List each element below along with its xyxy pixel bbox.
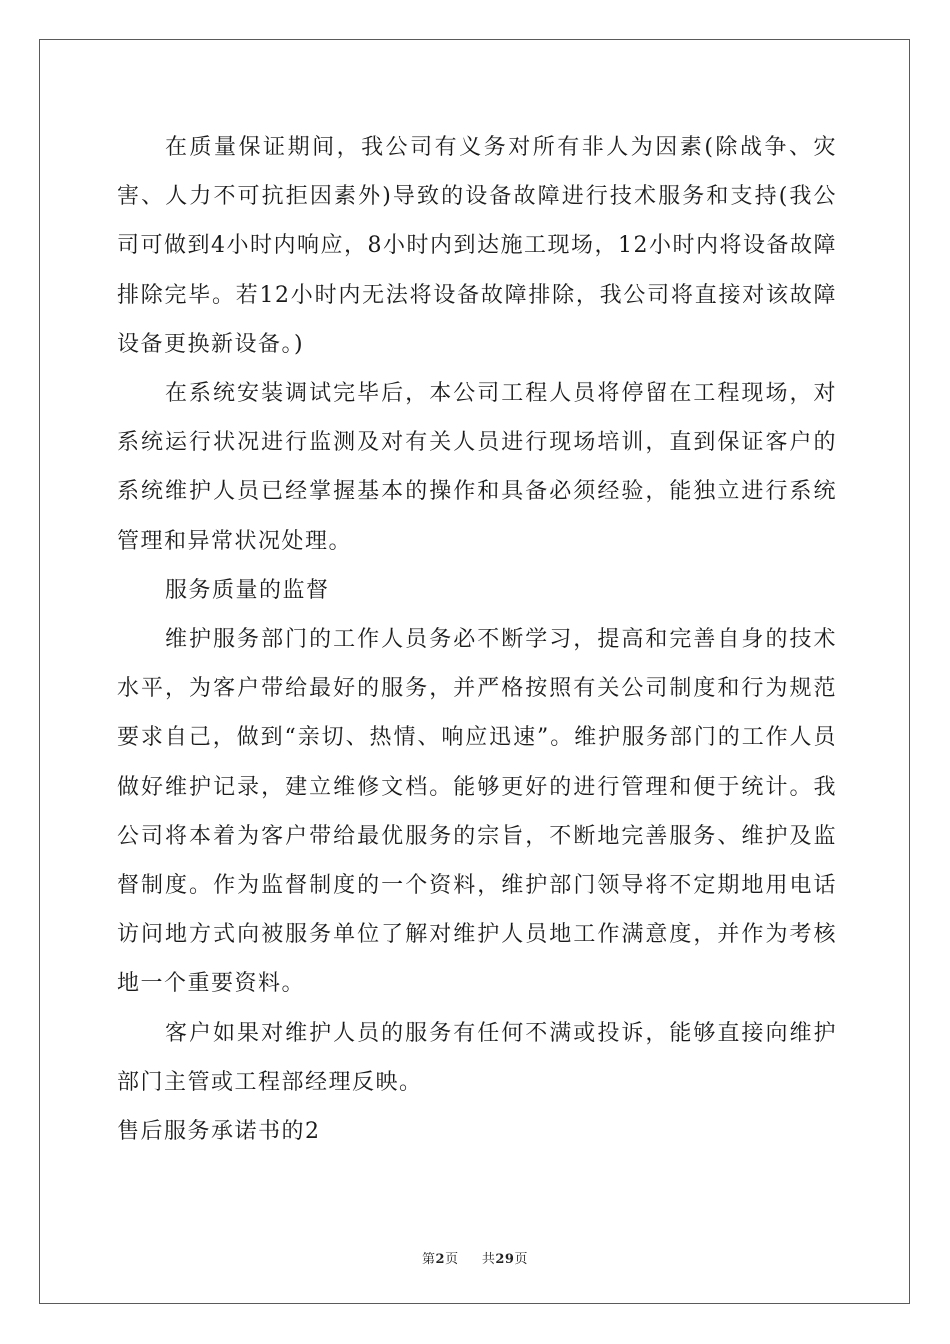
paragraph-warranty-service: 在质量保证期间，我公司有义务对所有非人为因素(除战争、灾害、人力不可抗拒因素外)导致的设备故障进行技术服务和支持(我公司可做到4小时内响应，8小时内到达施工现场，12小时内将设备故障排除完毕。若12小时内无法将设备故障排除，我公司将直接对该故障设备更换新设备。) [117,135,837,357]
footer-page-number: 2 [435,1252,446,1267]
footer-page-suffix: 页 [445,1252,459,1267]
footer-total-prefix: 共 [481,1252,496,1267]
paragraph-service-department: 维护服务部门的工作人员务必不断学习，提高和完善自身的技术水平，为客户带给最好的服务，并严格按照有关公司制度和行为规范要求自己，做到“亲切、热情、响应迅速”。维护服务部门的工作人员做好维护记录，建立维修文档。能够更好的进行管理和便于统计。我公司将本着为客户带给最优服务的宗旨，不断地完善服务、维护及监督制度。作为监督制度的一个资料，维护部门领导将不定期地用电话访问地方式向被服务单位了解对维护人员地工作满意度，并作为考核地一个重要资料。 [117,627,837,997]
footer-total-pages: 29 [495,1252,515,1267]
document-body [117,123,837,1156]
page-footer [0,1248,950,1267]
footer-total-suffix: 页 [514,1252,528,1267]
section-title-after-sales-2: 售后服务承诺书的2 [117,1119,321,1145]
paragraph-complaints: 客户如果对维护人员的服务有任何不满或投诉，能够直接向维护部门主管或工程部经理反映。 [117,1020,837,1095]
footer-page-prefix: 第 [422,1252,436,1267]
paragraph-installation-training: 在系统安装调试完毕后，本公司工程人员将停留在工程现场，对系统运行状况进行监测及对有关人员进行现场培训，直到保证客户的系统维护人员已经掌握基本的操作和具备必须经验，能独立进行系统管理和异常状况处理。 [117,381,837,554]
section-heading-service-supervision: 服务质量的监督 [165,577,330,603]
